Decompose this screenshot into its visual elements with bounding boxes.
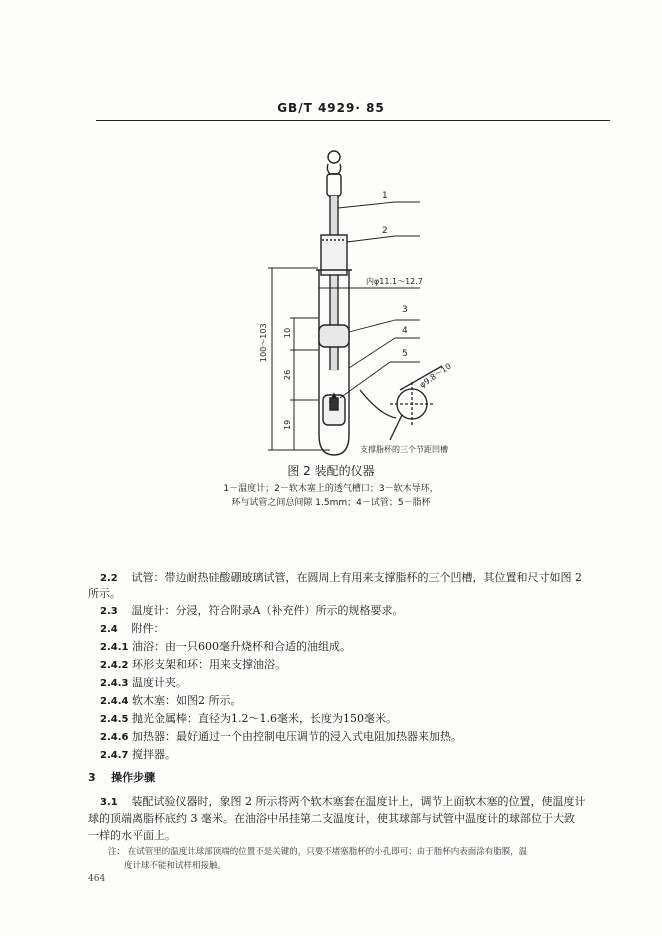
figure-legend-line-2: 环与试管之间总间隙 1.5mm；4－试管；5－脂杯 (231, 498, 431, 508)
para-text: 球的顶端离脂杯底约 3 毫米。在油浴中吊挂第二支温度计，使其球部与试管中温度计的球部位于大致 (88, 812, 575, 825)
section-title: 操作步骤 (111, 771, 156, 784)
note-line-2 (124, 859, 624, 873)
note-line-1 (108, 845, 608, 859)
para-text: 一样的水平面上。 (88, 829, 176, 842)
callout-2: 2 (382, 226, 388, 236)
para-2-2-cont (88, 586, 598, 602)
para-number: 2.4.7 (100, 750, 129, 761)
para-text: 油浴：由一只600毫升烧杯和合适的油组成。 (131, 640, 351, 653)
para-2-4-6 (100, 729, 610, 746)
dim-overall: 100～103 (259, 323, 268, 362)
para-text: 搅拌器。 (131, 748, 176, 761)
para-2-4-4 (100, 693, 610, 710)
para-2-3 (100, 603, 610, 620)
section-number: 3 (88, 771, 96, 784)
para-text: 加热器：最好通过一个由控制电压调节的浸入式电阻加热器来加热。 (131, 730, 462, 743)
para-text: 附件： (131, 622, 165, 635)
para-3-1-line-3 (88, 828, 598, 844)
note-text: 在试管里的温度计球部顶端的位置不是关键的，只要不堵塞脂杯的小孔即可；由于脂杯内表面涂有脂膜，温 (127, 847, 528, 857)
para-number: 2.4.5 (100, 714, 129, 725)
standard-header: GB/T 4929· 85 (277, 101, 385, 115)
para-2-4-3 (100, 675, 610, 692)
callout-leaders (338, 202, 420, 398)
header-rule (96, 120, 610, 121)
para-number: 2.4.4 (100, 696, 129, 707)
para-2-2 (100, 570, 610, 587)
para-3-1 (100, 794, 610, 811)
callout-5: 5 (402, 349, 408, 359)
note-text: 度计球不能和试样相接触。 (124, 861, 227, 871)
para-number: 2.2 (100, 573, 118, 584)
para-number: 2.4 (100, 624, 118, 635)
callout-3: 3 (402, 305, 408, 315)
para-text: 抛光金属棒：直径为1.2～1.6毫米，长度为150毫米。 (131, 712, 397, 725)
para-3-1-line-2 (88, 811, 598, 827)
figure-legend-line-1: 1－温度计；2－软木塞上的透气槽口；3－软木导环， (223, 484, 439, 494)
para-2-4-7 (100, 747, 610, 764)
figure-apparatus (230, 140, 490, 470)
groove-label: 支撑脂杯的三个节距凹槽 (360, 445, 448, 454)
para-number: 2.3 (100, 606, 118, 617)
para-text: 软木塞：如图2 所示。 (131, 694, 242, 707)
para-text: 试管：带边耐热硅酸硼玻璃试管，在圆周上有用来支撑脂杯的三个凹槽，其位置和尺寸如图 2 (131, 571, 582, 584)
para-number: 2.4.3 (100, 678, 129, 689)
para-text: 温度计：分浸，符合附录A（补充件）所示的规格要求。 (131, 604, 404, 617)
para-text: 所示。 (88, 587, 121, 600)
para-number: 3.1 (100, 797, 118, 808)
cork-guide-ring (319, 325, 349, 347)
page-number: 464 (88, 874, 106, 884)
note-label: 注： (108, 847, 126, 857)
dim-26: 26 (283, 369, 292, 380)
para-text: 温度计夹。 (131, 676, 187, 689)
apparatus-drawing (230, 140, 490, 470)
para-number: 2.4.1 (100, 642, 129, 653)
figure-caption: 图 2 装配的仪器 (287, 464, 375, 478)
callout-1: 1 (382, 191, 388, 201)
para-2-4 (100, 621, 610, 638)
para-text: 装配试验仪器时，象图 2 所示将两个软木塞套在温度计上，调节上面软木塞的位置，使温度计 (131, 795, 586, 808)
dim-10: 10 (283, 327, 292, 338)
dim-inner-diameter: 内φ11.1～12.7 (366, 277, 423, 286)
para-2-4-2 (100, 657, 610, 674)
para-number: 2.4.6 (100, 732, 129, 743)
callout-4: 4 (402, 326, 408, 336)
upper-cork (321, 235, 347, 275)
section-3-heading (88, 770, 598, 786)
para-text: 环形支架和环：用来支撑油浴。 (131, 658, 286, 671)
dim-outer-diameter: φ9.8～10 (417, 361, 453, 390)
grease-cup (323, 394, 345, 425)
para-2-4-1 (100, 639, 610, 656)
para-number: 2.4.2 (100, 660, 129, 671)
para-2-4-5 (100, 711, 610, 728)
dim-19: 19 (283, 419, 292, 430)
